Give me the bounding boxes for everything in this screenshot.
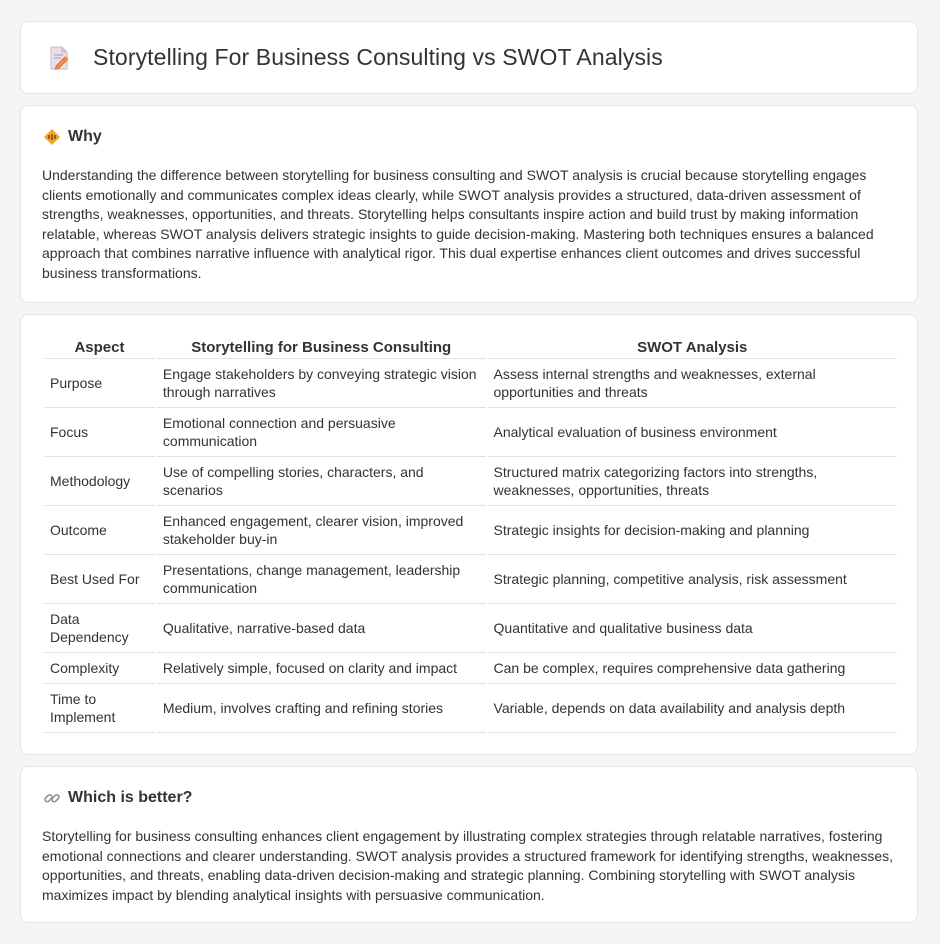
storytelling-cell: Presentations, change management, leadership communication — [157, 555, 486, 604]
aspect-cell: Time to Implement — [44, 684, 155, 733]
storytelling-cell: Engage stakeholders by conveying strategic vision through narratives — [157, 359, 486, 408]
column-header-swot: SWOT Analysis — [488, 336, 897, 359]
table-row — [44, 604, 897, 653]
why-heading: Why — [68, 128, 102, 145]
storytelling-cell: Use of compelling stories, characters, and scenarios — [157, 457, 486, 506]
column-header-storytelling: Storytelling for Business Consulting — [157, 336, 486, 359]
table-row — [44, 684, 897, 733]
aspect-cell: Best Used For — [44, 555, 155, 604]
storytelling-cell: Emotional connection and persuasive communication — [157, 408, 486, 457]
comparison-section — [20, 314, 918, 755]
diamond-sign-icon — [43, 128, 61, 146]
storytelling-cell: Qualitative, narrative-based data — [157, 604, 486, 653]
storytelling-cell: Enhanced engagement, clearer vision, improved stakeholder buy-in — [157, 506, 486, 555]
why-heading-row — [43, 128, 102, 146]
better-heading: Which is better? — [68, 789, 193, 806]
page-title: Storytelling For Business Consulting vs SWOT Analysis — [93, 44, 663, 70]
table-row — [44, 506, 897, 555]
table-header-row — [44, 336, 897, 359]
aspect-cell: Data Dependency — [44, 604, 155, 653]
better-text: Storytelling for business consulting enhances client engagement by illustrating complex strategies through relatable narratives, fostering emotional connections and clearer understanding. SWOT analysis provides a structured framework for identifying strengths, weaknesses, opportunities, and threats, enabling data-driven decision-making and strategic planning. Combining storytelling with SWOT analysis maximizes impact by blending analytical insights with persuasive communication. — [42, 828, 894, 903]
comparison-table — [42, 336, 899, 733]
table-row — [44, 359, 897, 408]
swot-cell: Quantitative and qualitative business data — [488, 604, 897, 653]
storytelling-cell: Medium, involves crafting and refining stories — [157, 684, 486, 733]
aspect-cell: Complexity — [44, 653, 155, 684]
swot-cell: Analytical evaluation of business environment — [488, 408, 897, 457]
table-row — [44, 555, 897, 604]
table-row — [44, 408, 897, 457]
which-is-better-section — [20, 766, 918, 923]
swot-cell: Strategic planning, competitive analysis, risk assessment — [488, 555, 897, 604]
aspect-cell: Focus — [44, 408, 155, 457]
storytelling-cell: Relatively simple, focused on clarity and impact — [157, 653, 486, 684]
swot-cell: Structured matrix categorizing factors into strengths, weaknesses, opportunities, threats — [488, 457, 897, 506]
swot-cell: Assess internal strengths and weaknesses, external opportunities and threats — [488, 359, 897, 408]
why-text: Understanding the difference between storytelling for business consulting and SWOT analysis is crucial because storytelling engages clients emotionally and communicates complex ideas clearly, while SWOT analysis provides a structured, data-driven assessment of strengths, weaknesses, opportunities, and threats. Storytelling helps consultants inspire action and build trust by making information relatable, whereas SWOT analysis delivers strategic insights to guide decision-making. Mastering both techniques ensures a balanced approach that combines narrative influence with analytical rigor. This dual expertise enhances client outcomes and drives successful business transformations. — [42, 167, 874, 281]
document-edit-icon — [47, 45, 71, 71]
table-row — [44, 653, 897, 684]
aspect-cell: Outcome — [44, 506, 155, 555]
swot-cell: Strategic insights for decision-making and planning — [488, 506, 897, 555]
swot-cell: Can be complex, requires comprehensive data gathering — [488, 653, 897, 684]
title-row — [47, 44, 663, 71]
swot-cell: Variable, depends on data availability and analysis depth — [488, 684, 897, 733]
header-card — [20, 21, 918, 94]
aspect-cell: Purpose — [44, 359, 155, 408]
column-header-aspect: Aspect — [44, 336, 155, 359]
why-section — [20, 105, 918, 303]
table-row — [44, 457, 897, 506]
better-heading-row — [43, 789, 192, 807]
link-icon — [43, 789, 61, 807]
aspect-cell: Methodology — [44, 457, 155, 506]
